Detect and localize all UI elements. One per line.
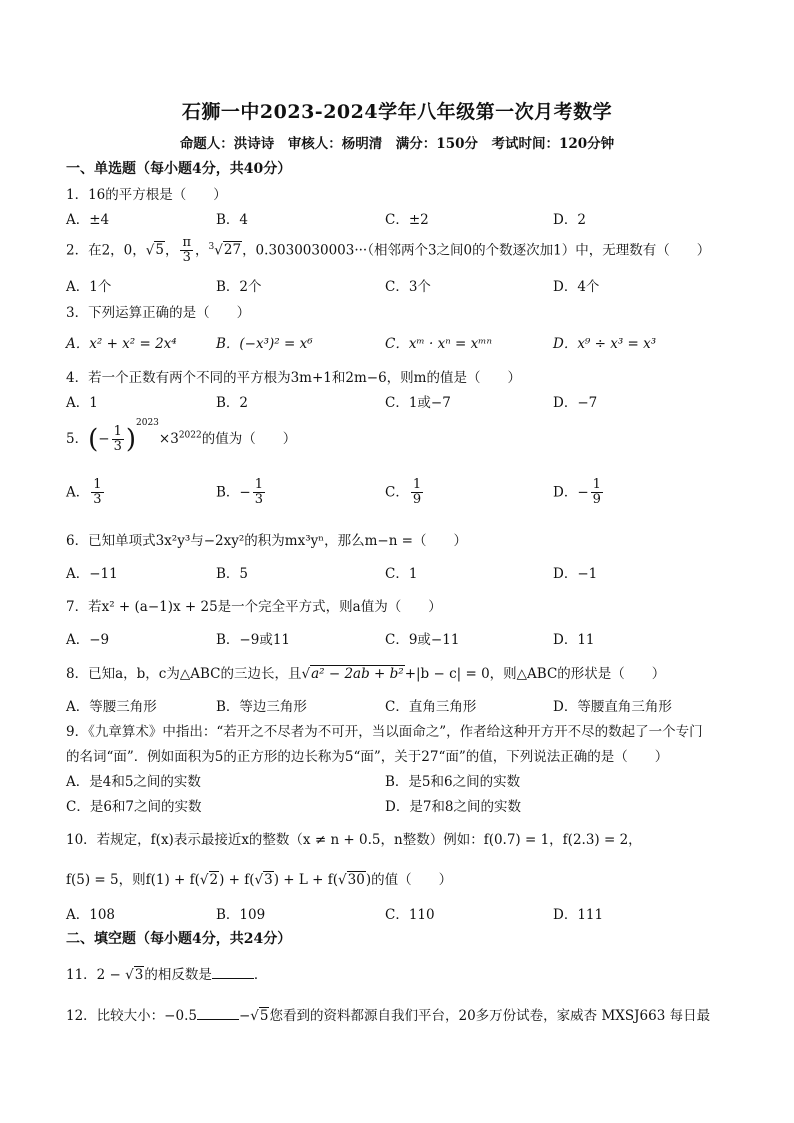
one-third-fraction: $\frac{1}{3}$	[113, 423, 122, 454]
question-9-option-c: C．是6和7之间的实数	[66, 799, 202, 815]
question-9-option-b: B．是5和6之间的实数	[385, 774, 521, 790]
question-2-stem: 2．在2，0，√5， $\frac{\pi}{3}$ ，$^3$√27，0.3030030003···（相邻两个3之间0的个数逐次加1）中，无理数有（ ）	[66, 235, 711, 266]
question-5-stem: 5．(− $\frac{1}{3}$ )$^{2023}\times 3^{2022}$的值为（ ）	[66, 418, 297, 455]
question-2-option-d: D．4个	[553, 279, 600, 295]
question-4-option-a: A．1	[66, 395, 98, 411]
question-7-option-a: A．−9	[66, 632, 110, 648]
question-4-option-c: C．1或−7	[385, 395, 451, 411]
question-3-option-d: D．x⁹ ÷ x³ = x³	[553, 336, 657, 352]
question-8-stem: 8．已知a，b，c为△ABC的三边长，且√a² − 2ab + b²+|b − c| = 0，则△ABC的形状是（ ）	[66, 666, 666, 682]
question-8-option-a: A．等腰三角形	[66, 699, 157, 715]
question-10-option-a: A．108	[66, 907, 116, 923]
question-3-option-b: B．(−x³)² = x⁶	[216, 336, 313, 352]
question-9-option-d: D．是7和8之间的实数	[385, 799, 522, 815]
question-9-option-a: A．是4和5之间的实数	[66, 774, 201, 790]
answer-blank[interactable]	[212, 966, 254, 979]
question-5-option-b: B．− $\frac{1}{3}$	[216, 477, 264, 508]
question-1-option-c: C．±2	[385, 212, 429, 228]
question-3-option-a: A．x² + x² = 2x⁴	[66, 336, 177, 352]
question-3-option-c: C．xᵐ · xⁿ = xᵐⁿ	[385, 336, 492, 352]
question-8-option-d: D．等腰直角三角形	[553, 699, 672, 715]
question-7-option-c: C．9或−11	[385, 632, 460, 648]
question-5-option-d: D．− $\frac{1}{9}$	[553, 477, 601, 508]
question-9-stem-line-1: 9．《九章算术》中指出：“若开之不尽者为不可开，当以面命之”，作者给这种开方开不尽的数起了一个专门	[66, 724, 703, 740]
question-10-stem-line-1: 10．若规定，f(x)表示最接近x的整数（x ≠ n + 0.5，n整数）例如：f(0.7) = 1，f(2.3) = 2，	[66, 832, 642, 848]
question-1-option-d: D．2	[553, 212, 586, 228]
question-4-option-d: D．−7	[553, 395, 598, 411]
question-7-option-d: D．11	[553, 632, 595, 648]
pi-over-3: $\frac{\pi}{3}$	[182, 235, 192, 266]
question-10-option-b: B．109	[216, 907, 266, 923]
question-4-option-b: B．2	[216, 395, 249, 411]
question-2-option-b: B．2个	[216, 279, 262, 295]
exam-subtitle: 命题人：洪诗诗 审核人：杨明清 满分：150分 考试时间：120分钟	[179, 136, 615, 152]
question-10-option-d: D．111	[553, 907, 604, 923]
question-1-stem: 1．16的平方根是（ ）	[66, 187, 227, 203]
question-10-stem-line-2: f(5) = 5，则f(1) + f(√2) + f(√3) + L + f(√30)的值（ ）	[66, 872, 453, 888]
section-heading-single-choice: 一、单选题（每小题4分，共40分）	[66, 161, 292, 177]
question-2-option-a: A．1个	[66, 279, 112, 295]
question-6-option-a: A．−11	[66, 566, 118, 582]
question-6-option-d: D．−1	[553, 566, 598, 582]
question-9-stem-line-2: 的名词“面”．例如面积为5的正方形的边长称为5“面”，关于27“面”的值，下列说法正确的是（ ）	[66, 749, 669, 765]
section-heading-fill-in: 二、填空题（每小题4分，共24分）	[66, 931, 292, 947]
exam-title: 石狮一中2023-2024学年八年级第一次月考数学	[181, 101, 613, 123]
question-6-stem: 6．已知单项式3x²y³与−2xy²的积为mx³yⁿ，那么m−n =（ ）	[66, 533, 467, 549]
question-7-stem: 7．若x² + (a−1)x + 25是一个完全平方式，则a值为（ ）	[66, 599, 442, 615]
question-6-option-c: C．1	[385, 566, 418, 582]
question-8-option-c: C．直角三角形	[385, 699, 477, 715]
question-8-option-b: B．等边三角形	[216, 699, 307, 715]
question-12-stem: 12．比较大小：−0.5 −√5您看到的资料都源自我们平台，20多万份试卷，家威杏 MXSJ663 每日最	[66, 1008, 711, 1024]
question-2-option-c: C．3个	[385, 279, 431, 295]
question-10-option-c: C．110	[385, 907, 435, 923]
question-5-option-c: C． $\frac{1}{9}$	[385, 477, 422, 508]
question-5-option-a: A． $\frac{1}{3}$	[66, 477, 102, 508]
answer-blank[interactable]	[197, 1007, 239, 1020]
question-7-option-b: B．−9或11	[216, 632, 290, 648]
question-4-stem: 4．若一个正数有两个不同的平方根为3m+1和2m−6，则m的值是（ ）	[66, 370, 521, 386]
question-1-option-a: A．±4	[66, 212, 110, 228]
question-3-stem: 3．下列运算正确的是（ ）	[66, 305, 251, 321]
question-1-option-b: B．4	[216, 212, 249, 228]
question-11-stem: 11．2 − √3的相反数是 ．	[66, 967, 268, 983]
question-6-option-b: B．5	[216, 566, 249, 582]
